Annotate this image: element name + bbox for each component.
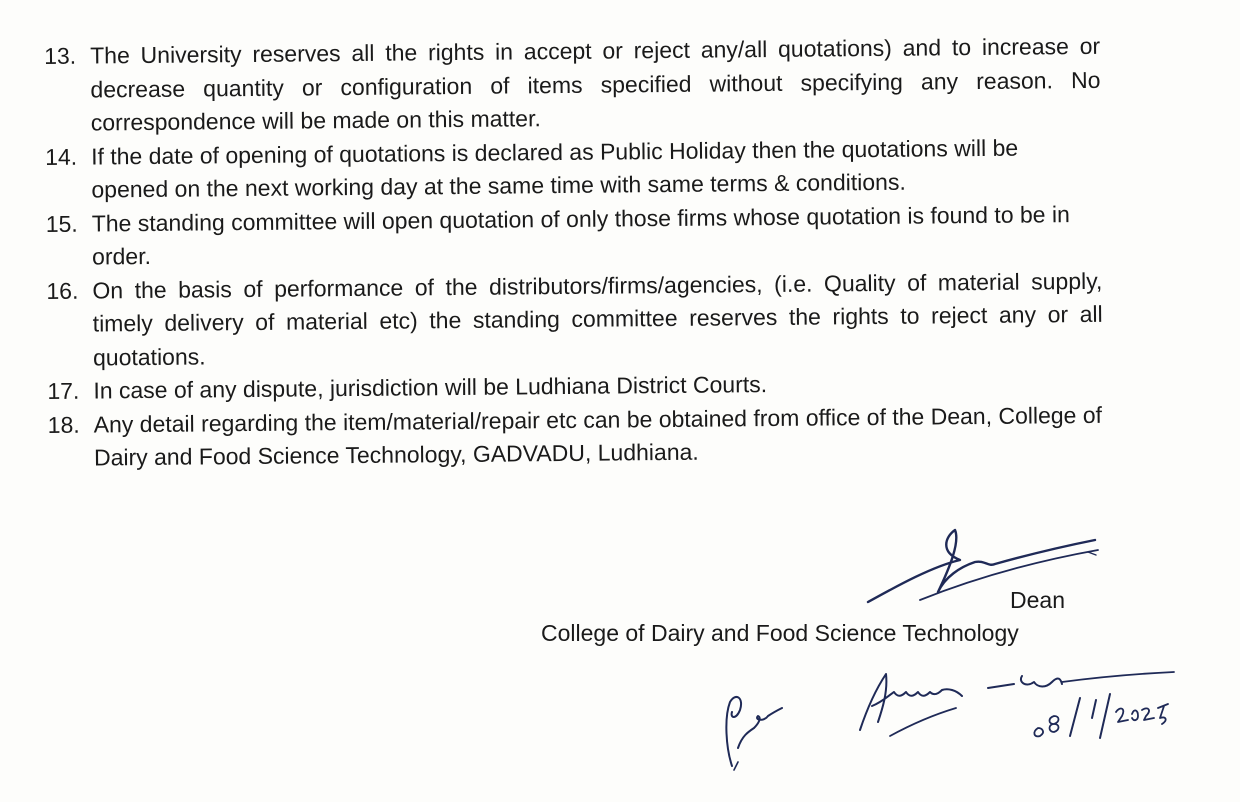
clause-text: If the date of opening of quotations is declared as Public Holiday then the quotations will be opened on the next working day at the same time with same terms & conditions. xyxy=(90,134,1019,203)
clause-15 xyxy=(42,197,1103,274)
clause-number: 17. xyxy=(47,377,80,404)
terms-list xyxy=(40,30,1104,476)
clause-text: In case of any dispute, jurisdiction will be Ludhiana District Courts. xyxy=(93,371,768,404)
clause-number: 16. xyxy=(46,277,79,304)
clause-number: 15. xyxy=(45,210,78,237)
signatory-designation: Dean xyxy=(1010,587,1065,613)
clause-text: Any detail regarding the item/material/repair etc can be obtained from office of the Dean, College of Dairy and Food Science Technology, GADVADU, Ludhiana. xyxy=(93,401,1103,471)
clause-14 xyxy=(41,130,1102,207)
signatory-institution: College of Dairy and Food Science Technology xyxy=(541,620,1019,646)
clause-text: The standing committee will open quotation of only those firms whose quotation is found to be in order. xyxy=(91,200,1070,270)
clause-13 xyxy=(40,30,1101,141)
initials-signature-3 xyxy=(982,658,1182,748)
clause-text: On the basis of performance of the distributors/firms/agencies, (i.e. Quality of material supply, timely delivery of material etc) the standing committee reserves the rights to reject any or all quotations. xyxy=(92,267,1103,371)
initials-signature-1 xyxy=(718,688,793,773)
clause-number: 14. xyxy=(44,143,78,170)
clause-number: 18. xyxy=(47,411,80,438)
initials-signature-2 xyxy=(852,662,972,742)
clause-text: The University reserves all the rights in accept or reject any/all quotations) and to increase or decrease quantity or configuration of items specified without specifying any reason. No correspondence will be made on this matter. xyxy=(90,32,1101,136)
dean-signature xyxy=(860,522,1110,612)
clause-16 xyxy=(42,264,1103,375)
clause-number: 13. xyxy=(44,42,77,69)
clause-18 xyxy=(44,398,1105,475)
